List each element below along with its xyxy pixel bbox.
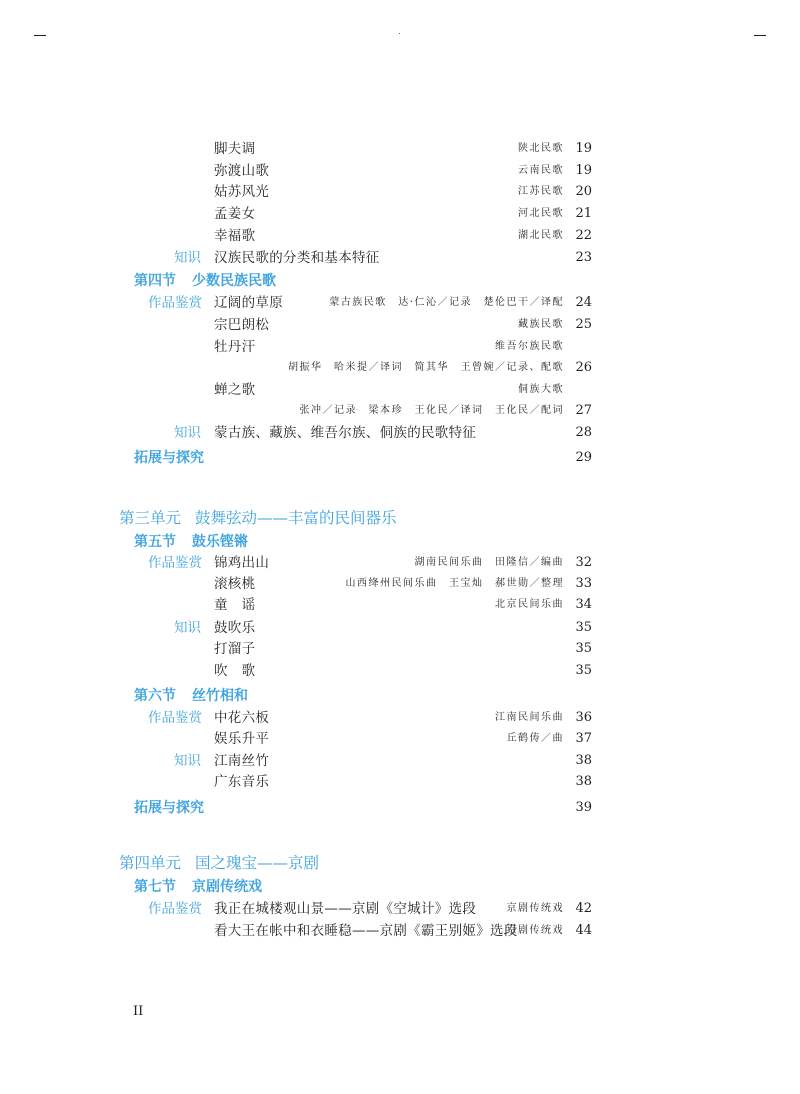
section-name: 京剧传统戏: [192, 879, 262, 895]
entry-source: 江苏民歌: [518, 186, 564, 197]
page-number-ref: 42: [575, 901, 592, 916]
page-number: II: [133, 1004, 144, 1019]
entry-title: 滚核桃: [214, 576, 256, 592]
toc-row-entry: [0, 920, 800, 942]
entry-source: 湖北民歌: [518, 230, 564, 241]
page-number-ref: 21: [575, 206, 592, 221]
page-number-ref: 27: [575, 403, 592, 418]
toc-row-entry: [0, 336, 800, 358]
entry-source: 云南民歌: [518, 165, 564, 176]
toc-row-entry: [0, 594, 800, 616]
toc-row-entry: [0, 552, 800, 574]
unit-name: 国之瑰宝——京剧: [195, 854, 320, 872]
category-tag: 作品鉴赏: [148, 710, 202, 726]
toc-row-entry: [0, 707, 800, 729]
toc-row-entry: [0, 138, 800, 160]
toc-row-unit: [0, 852, 800, 874]
unit-label: 第四单元: [119, 854, 182, 872]
page-number-ref: 38: [575, 753, 592, 768]
entry-credits: 张冲／记录 梁本珍 王化民／译词 王化民／配词: [299, 405, 564, 416]
entry-source: 陕北民歌: [518, 143, 564, 154]
entry-source: 侗族大歌: [518, 384, 564, 395]
page-number-ref: 24: [575, 295, 592, 310]
section-heading: [134, 685, 248, 707]
section-label: 第四节: [134, 273, 176, 289]
section-heading: [134, 876, 262, 898]
extension-heading: 拓展与探究: [134, 800, 204, 816]
entry-source: 山西绛州民间乐曲 王宝灿 郝世勋／整理: [345, 578, 564, 589]
toc-row-entry: [0, 617, 800, 639]
toc-row-credit: [0, 357, 800, 379]
category-tag: 知识: [174, 753, 201, 769]
section-name: 鼓乐铿锵: [192, 534, 248, 550]
extension-heading: 拓展与探究: [134, 450, 204, 466]
section-heading: [134, 270, 276, 292]
page-number-ref: 39: [575, 800, 592, 815]
page-number-ref: 22: [575, 228, 592, 243]
entry-source: 京剧传统戏: [506, 925, 564, 936]
entry-title: 弥渡山歌: [214, 163, 270, 179]
entry-title: 鼓吹乐: [214, 620, 256, 636]
toc-row-entry: [0, 750, 800, 772]
entry-title: 幸福歌: [214, 228, 256, 244]
unit-label: 第三单元: [119, 509, 182, 527]
toc-row-section: [0, 531, 800, 553]
entry-title: 广东音乐: [214, 774, 270, 790]
toc-row-section: [0, 685, 800, 707]
entry-title: 蒙古族、藏族、维吾尔族、侗族的民歌特征: [214, 425, 477, 441]
page-number-ref: 36: [575, 710, 592, 725]
crop-mark-left: [34, 35, 46, 36]
page-number-ref: 35: [575, 663, 592, 678]
page-number-ref: 28: [575, 425, 592, 440]
toc-row-section: [0, 876, 800, 898]
entry-source: 藏族民歌: [518, 319, 564, 330]
category-tag: 知识: [174, 425, 201, 441]
page-number-ref: 44: [575, 923, 592, 938]
entry-source: 北京民间乐曲: [495, 599, 564, 610]
section-label: 第七节: [134, 879, 176, 895]
unit-heading: [119, 507, 397, 529]
toc-row-entry: [0, 422, 800, 444]
toc-row-entry: [0, 181, 800, 203]
toc-row-entry: [0, 728, 800, 750]
center-mark: [399, 33, 400, 34]
toc-row-entry: [0, 314, 800, 336]
entry-source: 丘鹤俦／曲: [506, 733, 564, 744]
entry-title: 孟姜女: [214, 206, 256, 222]
page-number-ref: 35: [575, 620, 592, 635]
entry-title: 脚夫调: [214, 141, 256, 157]
entry-title: 童 谣: [214, 597, 256, 613]
category-tag: 知识: [174, 250, 201, 266]
entry-credits: 胡振华 哈米提／译词 简其华 王曾婉／记录、配歌: [288, 362, 564, 373]
unit-heading: [119, 852, 319, 874]
toc-row-entry: [0, 247, 800, 269]
crop-mark-right: [754, 35, 766, 36]
page-number-ref: 38: [575, 774, 592, 789]
toc-row-credit: [0, 400, 800, 422]
unit-name: 鼓舞弦动——丰富的民间器乐: [195, 509, 397, 527]
entry-title: 看大王在帐中和衣睡稳——京剧《霸王别姬》选段: [214, 923, 518, 939]
category-tag: 作品鉴赏: [148, 901, 202, 917]
page-number-ref: 33: [575, 576, 592, 591]
toc-row-entry: [0, 379, 800, 401]
category-tag: 知识: [174, 620, 201, 636]
entry-source: 湖南民间乐曲 田隆信／编曲: [414, 557, 564, 568]
toc-row-plain: [0, 447, 800, 469]
page-number-ref: 23: [575, 250, 592, 265]
entry-title: 打溜子: [214, 641, 256, 657]
category-tag: 作品鉴赏: [148, 555, 202, 571]
section-label: 第六节: [134, 688, 176, 704]
section-name: 丝竹相和: [192, 688, 248, 704]
page-number-ref: 20: [575, 184, 592, 199]
toc-row-entry: [0, 771, 800, 793]
page-number-ref: 35: [575, 641, 592, 656]
page-number-ref: 26: [575, 360, 592, 375]
entry-title: 姑苏风光: [214, 184, 270, 200]
toc-row-entry: [0, 292, 800, 314]
toc-row-entry: [0, 203, 800, 225]
entry-title: 锦鸡出山: [214, 555, 270, 571]
toc-row-entry: [0, 660, 800, 682]
page-number-ref: 34: [575, 597, 592, 612]
toc-row-entry: [0, 638, 800, 660]
entry-source: 京剧传统戏: [506, 903, 564, 914]
entry-source: 江南民间乐曲: [495, 712, 564, 723]
toc-row-entry: [0, 160, 800, 182]
section-name: 少数民族民歌: [192, 273, 276, 289]
entry-title: 娱乐升平: [214, 731, 270, 747]
entry-title: 牡丹汗: [214, 339, 256, 355]
page-number-ref: 29: [575, 450, 592, 465]
page-number-ref: 19: [575, 141, 592, 156]
entry-title: 宗巴朗松: [214, 317, 270, 333]
entry-source: 蒙古族民歌 达·仁沁／记录 楚伦巴干／译配: [329, 297, 564, 308]
entry-title: 吹 歌: [214, 663, 256, 679]
page-number-ref: 37: [575, 731, 592, 746]
toc-row-plain: [0, 797, 800, 819]
entry-title: 中花六板: [214, 710, 270, 726]
toc-row-unit: [0, 507, 800, 529]
entry-title: 辽阔的草原: [214, 295, 283, 311]
page-number-ref: 32: [575, 555, 592, 570]
entry-title: 蝉之歌: [214, 382, 256, 398]
toc-row-entry: [0, 573, 800, 595]
entry-title: 我正在城楼观山景——京剧《空城计》选段: [214, 901, 477, 917]
section-label: 第五节: [134, 534, 176, 550]
entry-source: 河北民歌: [518, 208, 564, 219]
entry-title: 江南丝竹: [214, 753, 270, 769]
page-number-ref: 25: [575, 317, 592, 332]
entry-source: 维吾尔族民歌: [495, 341, 564, 352]
section-heading: [134, 531, 248, 553]
entry-title: 汉族民歌的分类和基本特征: [214, 250, 380, 266]
toc-row-section: [0, 270, 800, 292]
category-tag: 作品鉴赏: [148, 295, 202, 311]
page-number-ref: 19: [575, 163, 592, 178]
toc-row-entry: [0, 898, 800, 920]
toc-row-entry: [0, 225, 800, 247]
